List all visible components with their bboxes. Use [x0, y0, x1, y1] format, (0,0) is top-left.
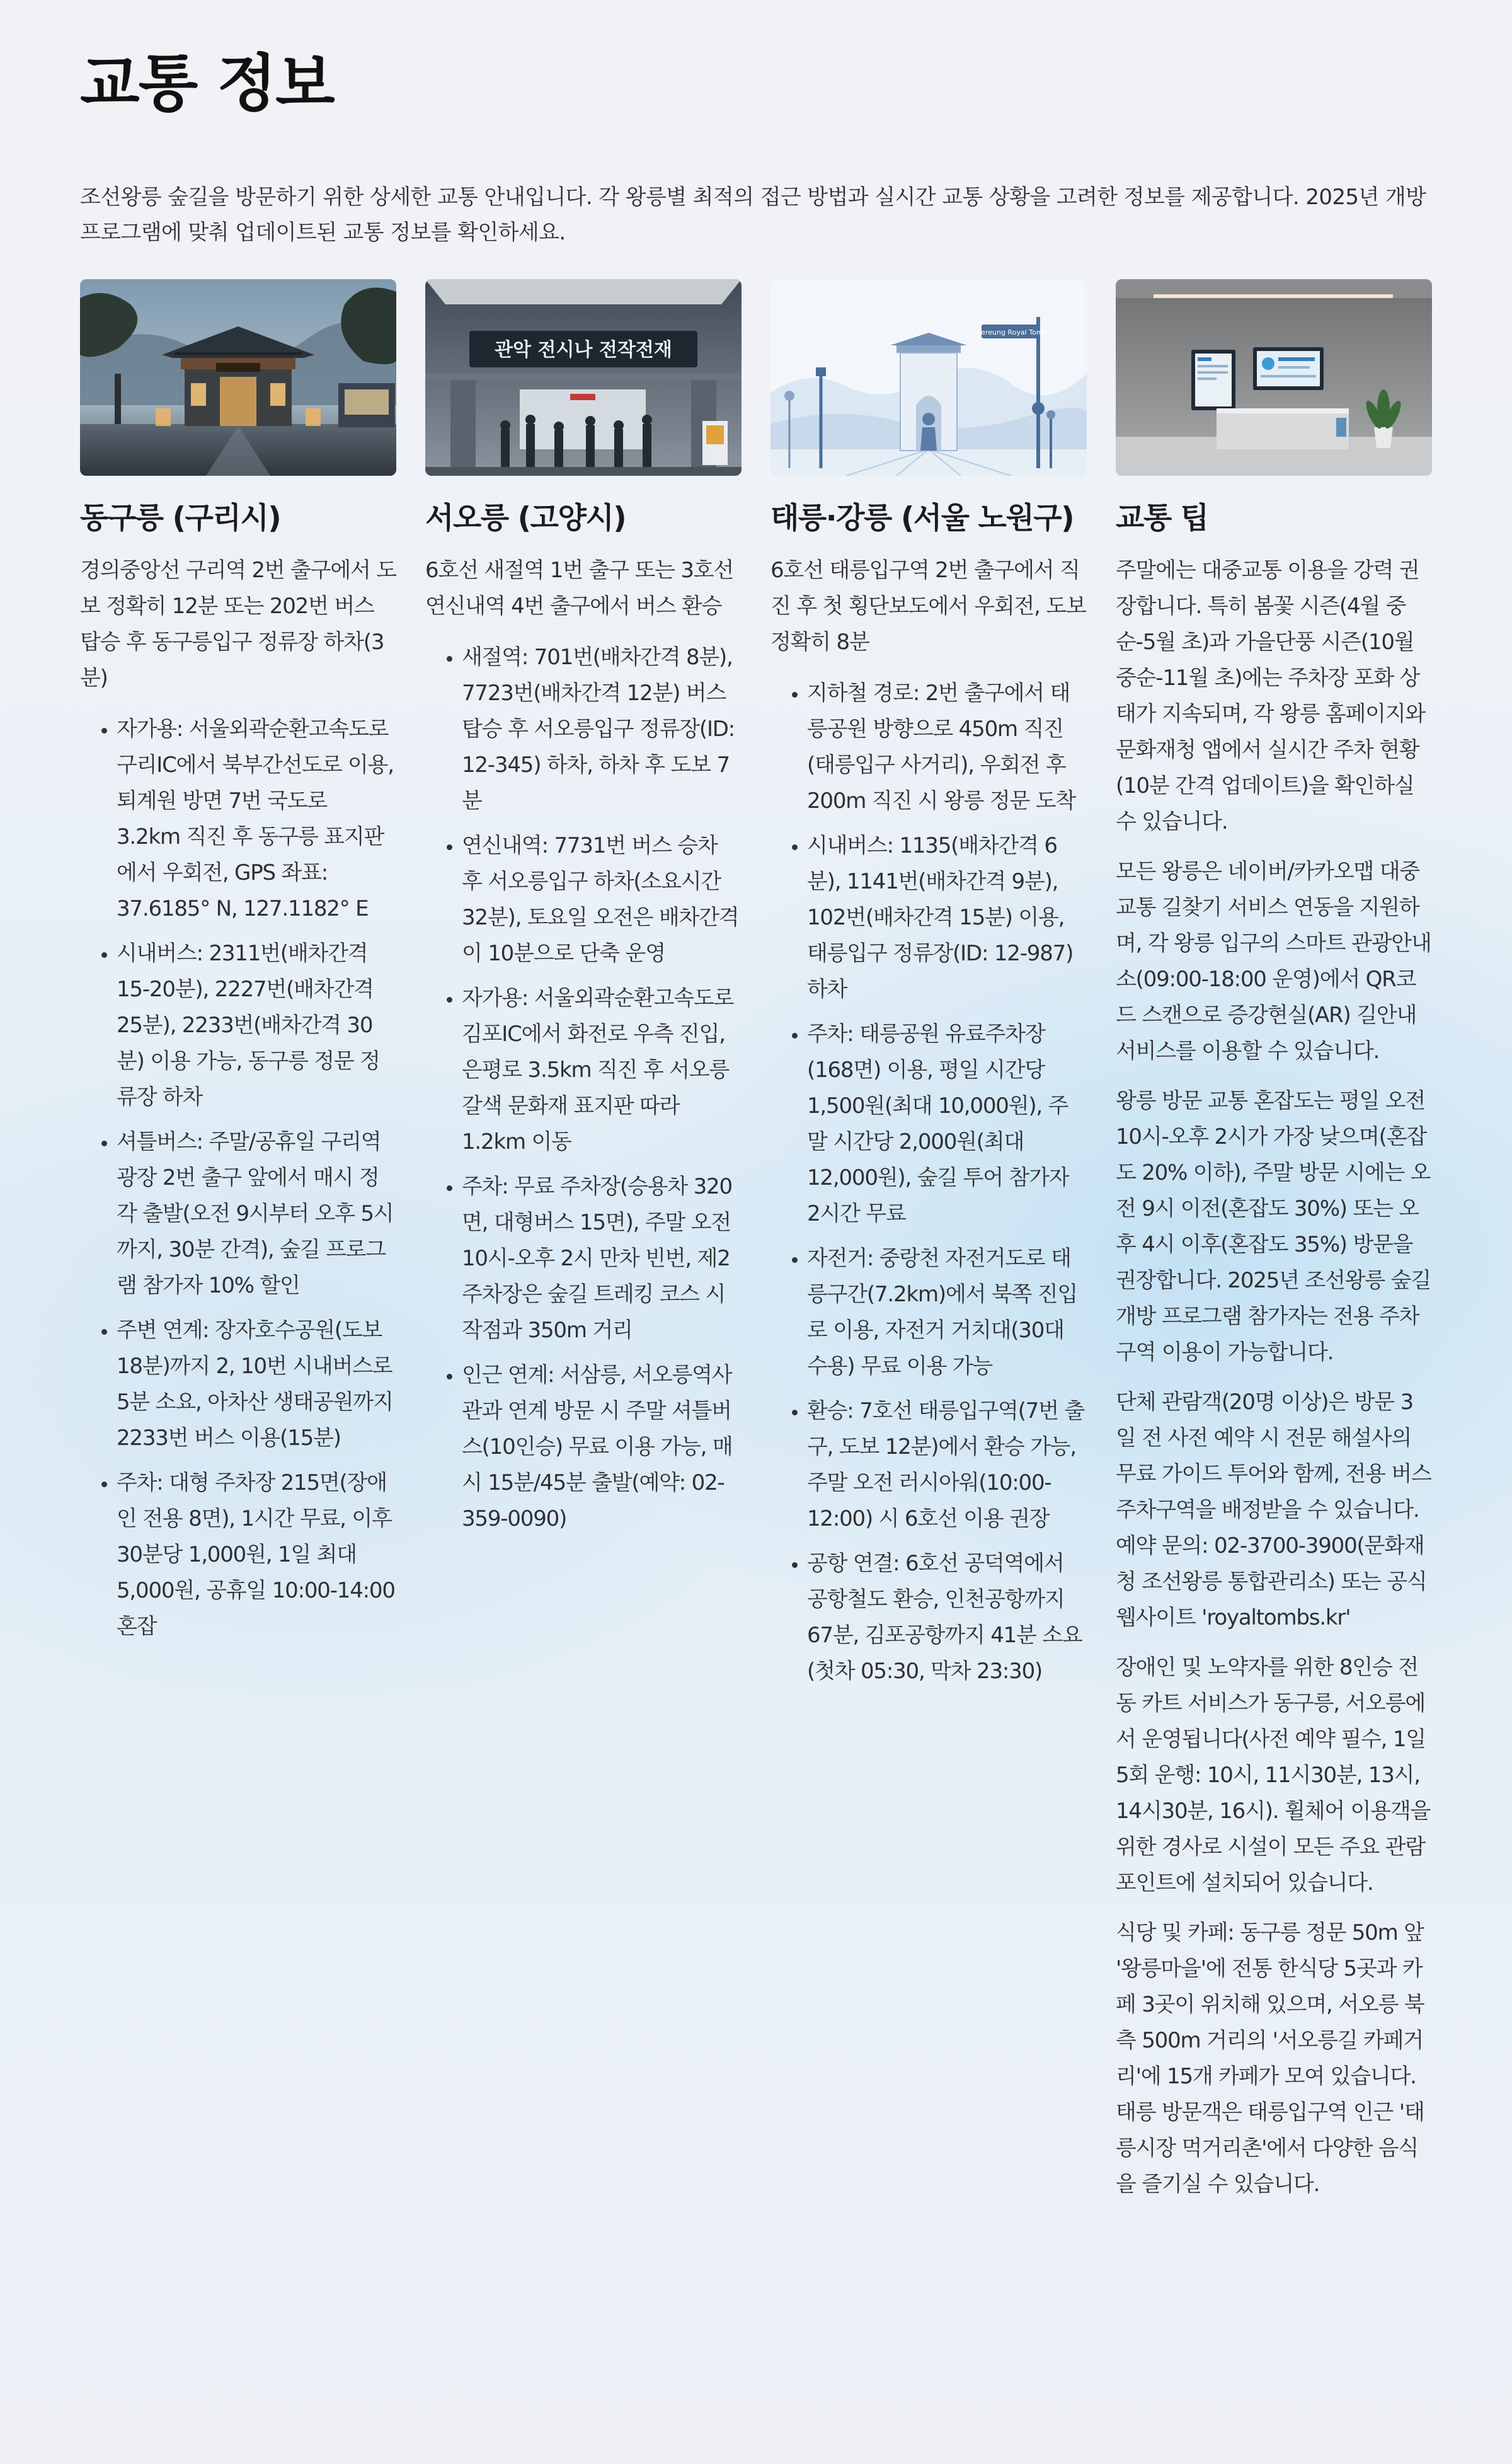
tip-paragraph: 모든 왕릉은 네이버/카카오맵 대중교통 길찾기 서비스 연동을 지원하며, 각 왕릉 입구의 스마트 관광안내소(09:00-18:00 운영)에서 QR코드 스캔으로 증강현실(AR) 길안내 서비스를 이용할 수 있습니다.	[1116, 859, 1431, 1064]
list-item: • 시내버스: 1135(배차간격 6분), 1141번(배차간격 9분), 102번(배차간격 15분) 이용, 태릉입구 정류장(ID: 12-987) 하차	[807, 828, 1087, 1008]
list-item: • 새절역: 701번(배차간격 8분), 7723번(배차간격 12분) 버스 탑승 후 서오릉입구 정류장(ID: 12-345) 하차, 하차 후 도보 7분	[462, 640, 742, 819]
list-item: • 셔틀버스: 주말/공휴일 구리역 광장 2번 출구 앞에서 매시 정각 출발(오전 9시부터 오후 5시까지, 30분 간격), 숲길 프로그램 참가자 10% 할인	[117, 1124, 396, 1304]
list-item: • 자가용: 서울외곽순환고속도로 김포IC에서 화전로 우측 진입, 은평로 3.5km 직진 후 서오릉 갈색 문화재 표지판 따라 1.2km 이동	[462, 981, 742, 1160]
list-item: • 주차: 무료 주차장(승용차 320면, 대형버스 15면), 주말 오전 10시-오후 2시 만차 빈번, 제2주차장은 숲길 트레킹 코스 시작점과 350m 거리	[462, 1169, 742, 1349]
list-item: • 자전거: 중랑천 자전거도로 태릉구간(7.2km)에서 북쪽 진입로 이용, 자전거 거치대(30대 수용) 무료 이용 가능	[807, 1241, 1087, 1385]
taereung-illustration-image	[770, 279, 1087, 476]
column-lead: 경의중앙선 구리역 2번 출구에서 도보 정확히 12분 또는 202번 버스 탑승 후 동구릉입구 정류장 하차(3분)	[80, 558, 396, 691]
page-intro: 조선왕릉 숲길을 방문하기 위한 상세한 교통 안내입니다. 각 왕릉별 최적의 접근 방법과 실시간 교통 상황을 고려한 정보를 제공합니다. 2025년 개방 프로그램에 맞춰 업데이트된 교통 정보를 확인하세요.	[80, 185, 1426, 245]
list-item: • 주변 연계: 장자호수공원(도보 18분)까지 2, 10번 시내버스로 5분 소요, 아차산 생태공원까지 2233번 버스 이용(15분)	[117, 1313, 396, 1456]
column-lead: 6호선 새절역 1번 출구 또는 3호선 연신내역 4번 출구에서 버스 환승	[425, 558, 734, 619]
list-item: • 환승: 7호선 태릉입구역(7번 출구, 도보 12분)에서 환승 가능, 주말 오전 러시아워(10:00-12:00) 시 6호선 이용 권장	[807, 1393, 1087, 1537]
column-donggureung	[80, 279, 396, 2216]
tip-paragraph: 주말에는 대중교통 이용을 강력 권장합니다. 특히 봄꽃 시즌(4월 중순-5월 초)과 가을단풍 시즌(10월 중순-11월 초)에는 주차장 포화 상태가 지속되며, 각 왕릉 홈페이지와 문화재청 앱에서 실시간 주차 현황(10분 간격 업데이트)을 확인하실 수 있습니다.	[1116, 558, 1426, 835]
list-item: • 주차: 태릉공원 유료주차장(168면) 이용, 평일 시간당 1,500원(최대 10,000원), 주말 시간당 2,000원(최대 12,000원), 숲길 투어 참가자 2시간 무료	[807, 1016, 1087, 1232]
list-item: • 공항 연결: 6호선 공덕역에서 공항철도 환승, 인천공항까지 67분, 김포공항까지 41분 소요(첫차 05:30, 막차 23:30)	[807, 1546, 1087, 1690]
page-title: 교통 정보	[80, 48, 334, 120]
donggureung-gate-image	[80, 279, 396, 476]
list-item: • 인근 연계: 서삼릉, 서오릉역사관과 연계 방문 시 주말 셔틀버스(10인승) 무료 이용 가능, 매시 15분/45분 출발(예약: 02-359-0090)	[462, 1357, 742, 1537]
transport-columns	[80, 279, 1435, 2216]
column-lead: 6호선 태릉입구역 2번 출구에서 직진 후 첫 횡단보도에서 우회전, 도보 정확히 8분	[770, 558, 1086, 655]
tip-paragraph: 식당 및 카페: 동구릉 정문 50m 앞 '왕릉마을'에 전통 한식당 5곳과 카페 3곳이 위치해 있으며, 서오릉 북측 500m 거리의 '서오릉길 카페거리'에 15개 카페가 모여 있습니다. 태릉 방문객은 태릉입구역 인근 '태릉시장 먹거리촌'에서 다양한 음식을 즐기실 수 있습니다.	[1116, 1920, 1424, 2197]
tip-paragraph: 왕릉 방문 교통 혼잡도는 평일 오전 10시-오후 2시가 가장 낮으며(혼잡도 20% 이하), 주말 방문 시에는 오전 9시 이전(혼잡도 30%) 또는 오후 4시 이후(혼잡도 35%) 방문을 권장합니다. 2025년 조선왕릉 숲길 개방 프로그램 참가자는 전용 주차구역 이용이 가능합니다.	[1116, 1088, 1431, 1366]
detail-list	[425, 640, 742, 1537]
seooreung-station-image	[425, 279, 742, 476]
list-item: • 주차: 대형 주차장 215면(장애인 전용 8면), 1시간 무료, 이후 30분당 1,000원, 1일 최대 5,000원, 공휴일 10:00-14:00 혼잡	[117, 1465, 396, 1645]
station-sign-text: 관악 전시나 전작전재	[495, 339, 672, 361]
list-item: • 자가용: 서울외곽순환고속도로 구리IC에서 북부간선도로 이용, 퇴계원 방면 7번 국도로 3.2km 직진 후 동구릉 표지판에서 우회전, GPS 좌표: 37.6185° N, 127.1182° E	[117, 711, 396, 927]
detail-list	[80, 711, 396, 1645]
list-item: • 지하철 경로: 2번 출구에서 태릉공원 방향으로 450m 직진(태릉입구 사거리), 우회전 후 200m 직진 시 왕릉 정문 도착	[807, 676, 1087, 819]
column-title: 동구릉 (구리시)	[80, 501, 281, 536]
column-title: 서오릉 (고양시)	[425, 501, 626, 536]
column-title: 태릉·강릉 (서울 노원구)	[770, 501, 1074, 536]
list-item: • 시내버스: 2311번(배차간격 15-20분), 2227번(배차간격 25분), 2233번(배차간격 30분) 이용 가능, 동구릉 정문 정류장 하차	[117, 936, 396, 1115]
tip-paragraph: 장애인 및 노약자를 위한 8인승 전동 카트 서비스가 동구릉, 서오릉에서 운영됩니다(사전 예약 필수, 1일 5회 운행: 10시, 11시30분, 13시, 14시30분, 16시). 휠체어 이용객을 위한 경사로 시설이 모든 주요 관람 포인트에 설치되어 있습니다.	[1116, 1655, 1431, 1896]
column-seooreung	[425, 279, 742, 2216]
road-sign-text: Taereung Royal Tomb	[973, 328, 1048, 337]
column-title: 교통 팁	[1116, 501, 1208, 536]
detail-list	[770, 676, 1087, 1690]
info-kiosk-image	[1116, 279, 1432, 476]
tip-paragraph: 단체 관람객(20명 이상)은 방문 3일 전 사전 예약 시 전문 해설사의 무료 가이드 투어와 함께, 전용 버스 주차구역을 배정받을 수 있습니다. 예약 문의: 02-3700-3900(문화재청 조선왕릉 통합관리소) 또는 공식 웹사이트 'royaltombs.kr'	[1116, 1390, 1431, 1631]
column-taereung	[770, 279, 1087, 2216]
column-tips	[1116, 279, 1432, 2216]
list-item: • 연신내역: 7731번 버스 승차 후 서오릉입구 하차(소요시간 32분), 토요일 오전은 배차간격이 10분으로 단축 운영	[462, 828, 742, 972]
